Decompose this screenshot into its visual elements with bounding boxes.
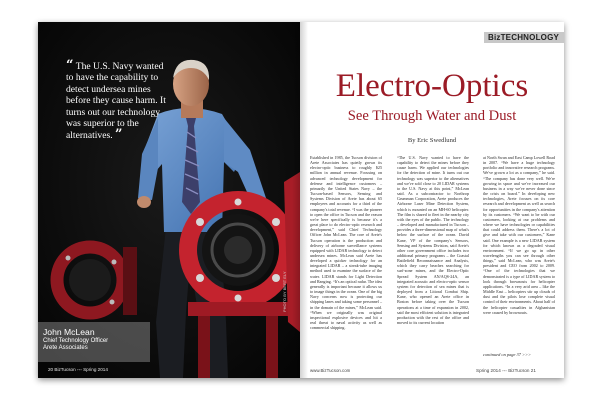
pull-quote [66, 60, 166, 142]
caption-organization: Arete Associates [43, 345, 88, 351]
right-page [300, 22, 564, 378]
caption-name: John McLean [43, 327, 95, 337]
left-page [38, 22, 300, 378]
article-subhead: See Through Water and Dust [347, 108, 517, 124]
open-quote-mark: “ [66, 58, 74, 73]
article-headline: Electro-Optics [335, 68, 529, 104]
article-column-1: Established in 1985, the Tucson division of Arete Associates has quietly grown its electro-optic business to roughly $25 million in annual revenue. Focusing on advanced technology development for defense and intelligence customers – primarily the United States Navy – the Tucson-based Sensors, Sensing and Systems Division of Arete has about 65 employees and accounts for a third of the company's total revenue. “I was the pioneer to open the office in Tucson and the reason we're here specifically is because it's a great place to do electro-optic research and development,” said Chief Technology Officer John McLean. The core of Arete's Tucson operation is the production and delivery of airborne surveillance systems equipped with LIDAR technology to detect undersea mines. McLean said Arete has developed a quicker technology for an integrated LIDAR – a streak-tube imaging method used to examine the surface of the water. LIDAR stands for Light Detection and Ranging. “It's an optical radar. The idea generally is important because it allows us to image things in the ocean. One of the big Navy concerns now is protecting our shipping lanes and taking some personnel – in the domain of the mines,” McLean said. “When we originally was original inspectional explosive devices and hit a real threat to naval activity as well as commercial shipping. [310, 155, 382, 331]
caption-title: Chief Technology Officer [43, 338, 109, 344]
website-url: www.BizTucson.com [310, 368, 351, 373]
magazine-spread [38, 22, 564, 378]
section-banner: BizTECHNOLOGY [488, 33, 560, 42]
article-column-2: “The U.S. Navy wanted to have the capability to detect the mines before they cause harm. We applied our technologies for the detection of mine. It turns out our technology was superior to the alternatives and we've sold close to 20 LIDAR systems to the U.S. Navy at this point,” McLean said. As a subcontractor to Northrop Grumman Corporation, Arete produces the Airborne Laser Mine Detection System, which is mounted on an MH-60 helicopter. The film is shared to fleet in the nearby city with the eyes of the public. The technology – developed and manufactured in Tucson – provides a three-dimensional map of what's below the surface of the ocean. David Kane, VP of the company's Sensors, Sensing and Systems Division, said Arete's other core government office includes two additional primary programs – the Coastal Battlefield Reconnaissance and Analysis, which they carry beaches searching for surf-zone mines, and the Electro-Optic Spread System AN/AQS-24A, an integrated acoustic and electro-optic sensor system for detection of sea mines that is deployed from a Littoral Combat Ship. Kane, who opened an Arete office in Boston before taking over the Tucson operations at a time of expansion in 2002, said the most efficient solution is integrated production with the rest of the office and moved to its current location [397, 155, 469, 325]
pull-quote-text: The U.S. Navy wanted to have the capability to detect undersea mines before they cause harm. It turns out our technology was superior to the alternatives. [66, 61, 166, 142]
photo-credit: PHOTO BY BERT ELY [282, 271, 287, 312]
continued-link: continued on page 37 >>> [483, 352, 531, 357]
left-page-footer: 20 BizTucson ◦◦◦ Spring 2014 [48, 367, 108, 372]
right-page-footer: Spring 2014 ◦◦◦ BizTucson 21 [476, 368, 536, 373]
close-quote-mark: ” [115, 127, 123, 143]
article-column-3: at North Swan and East Camp Lowell Road in 2007. “We have a huge technology portfolio and innovative research programs. We've grown a lot as a company,” he said. “The company has done very well. We're growing in space and we've increased our business in a way we've never done since the crisis on board.” In developing new technologies, Arete focuses on its core research and development as well as search for opportunities in the company's attention by its customers. “We want to be with our customers, looking at our problems and where we have technologies or capabilities that could address them. There's a lot of give and take with our customers,” Kane said. One example is a new LIDAR system for which known as a degraded visual environment. “If we go up in other wavelengths you can see through other things,” said McLean, who was Arete's president and CEO from 2002 to 2009. “One of the technologies that we demonstrated is a type of LIDAR system to look through brownouts for helicopter applications. “In a very arid area – like the Middle East – helicopters stir up clouds of dust and the pilots lose complete visual control of their environments. About half of the helicopter casualties in Afghanistan were caused by brownouts. [483, 155, 555, 315]
article-byline: By Eric Swedlund [407, 137, 457, 144]
